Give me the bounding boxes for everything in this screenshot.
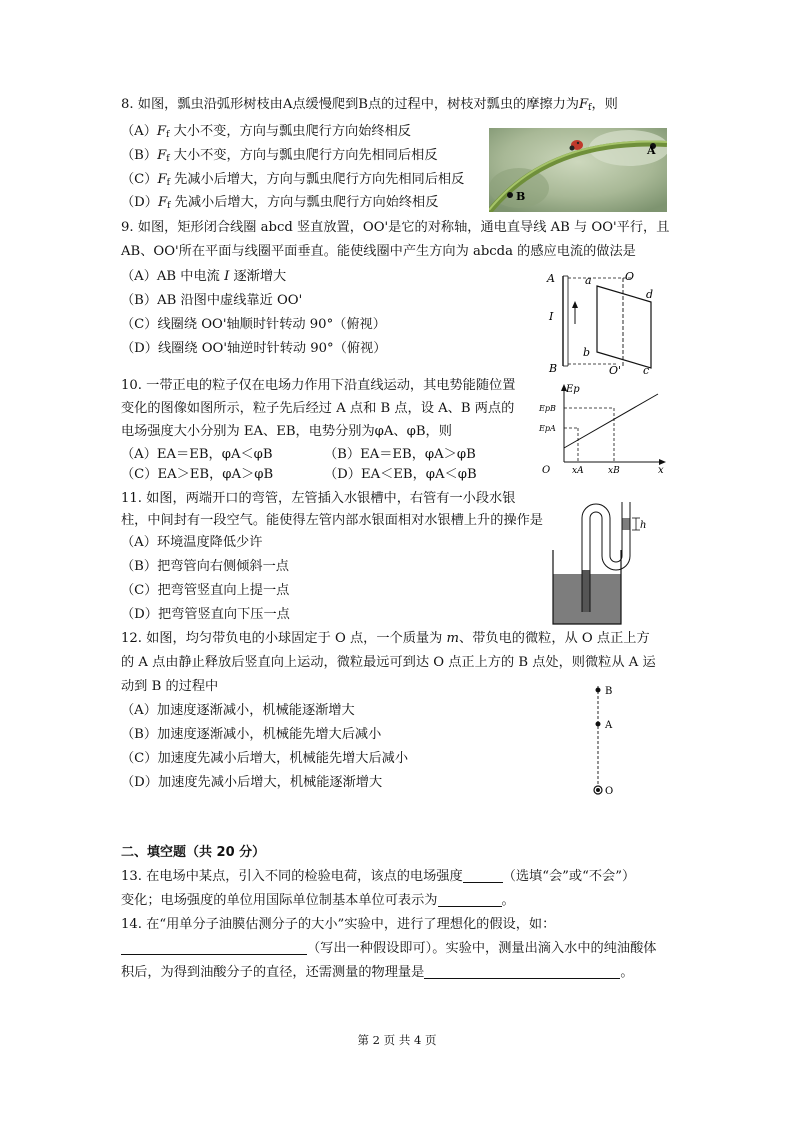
q12-option-d: （D）加速度先减小后增大，机械能逐渐增大 [121, 775, 383, 790]
svg-text:O': O' [609, 364, 622, 377]
q11-line1: 11. 如图，两端开口的弯管，左管插入水银槽中，右管有一小段水银 [121, 491, 516, 506]
svg-text:O: O [605, 786, 614, 797]
q11-option-b: （B）把弯管向右侧倾斜一点 [121, 559, 289, 574]
ladybug-branch-figure [489, 128, 667, 212]
q13-line1: 13. 在电场中某点，引入不同的检验电荷，该点的电场强度 （选填“会”或“不会”） [121, 869, 636, 884]
q10-line1: 10. 一带正电的粒子仅在电场力作用下沿直线运动，其电势能随位置 [121, 378, 516, 393]
svg-text:B: B [549, 362, 558, 375]
q8-option-a: $(A)F_f$ 大小不变，方向与瓢虫爬行方向始终相反 [121, 124, 411, 140]
svg-text:I: I [549, 310, 554, 323]
potential-energy-graph [536, 380, 671, 475]
q10-line2: 变化的图像如图所示，粒子先后经过 A 点和 B 点，设 A、B 两点的 [121, 401, 515, 416]
svg-text:B: B [605, 686, 613, 697]
svg-text:c: c [643, 364, 650, 377]
q14-line1: 14. 在“用单分子油膜估测分子的大小”实验中，进行了理想化的假设，如： [121, 917, 556, 932]
q14-blank-2[interactable] [424, 964, 620, 979]
q10-option-d: （D）EA＜EB，φA＜φB [324, 467, 477, 482]
q12-option-b: （B）加速度逐渐减小，机械能先增大后减小 [121, 727, 382, 742]
q13-line2: 变化；电场强度的单位用国际单位制基本单位可表示为 。 [121, 893, 515, 908]
svg-text:a: a [585, 274, 592, 287]
svg-text:EpB: EpB [539, 404, 556, 413]
svg-text:O: O [542, 465, 551, 475]
q11-option-a: （A）环境温度降低少许 [121, 535, 263, 550]
q10-option-b: （B）EA＝EB，φA＞φB [324, 447, 476, 462]
q8-option-d: $(D)F_f$ 先减小后增大，方向与瓢虫爬行方向始终相反 [121, 195, 439, 211]
svg-text:O: O [625, 270, 635, 283]
svg-text:h: h [640, 520, 647, 531]
q12-line2: 的 A 点由静止释放后竖直向上运动，微粒最远可到达 O 点正上方的 B 点处，则微粒从 A 运 [121, 655, 656, 670]
svg-text:A: A [647, 144, 656, 157]
charge-line-figure [588, 680, 628, 802]
svg-text:d: d [646, 288, 654, 301]
svg-text:B: B [516, 190, 526, 203]
force-symbol: F [579, 97, 589, 112]
q13-blank-2[interactable] [438, 892, 502, 907]
section-title: 二、填空题（共 20 分） [121, 845, 266, 860]
q12-line1: 12. 如图，均匀带负电的小球固定于 O 点，一个质量为 m、带负电的微粒，从 O 点正上方 [121, 631, 650, 646]
q8-option-b: $(B)F_f$ 大小不变，方向与瓢虫爬行方向先相同后相反 [121, 148, 438, 164]
q8-option-c: $(C)F_f$ 先减小后增大，方向与瓢虫爬行方向先相同后相反 [121, 172, 465, 188]
q9-line1: 9. 如图，矩形闭合线圈 abcd 竖直放置，OO'是它的对称轴，通电直导线 AB 与 OO'平行，且 [121, 220, 670, 235]
svg-text:EpA: EpA [539, 424, 556, 433]
q9-option-b: （B）AB 沿图中虚线靠近 OO' [121, 293, 303, 308]
svg-text:Ep: Ep [566, 384, 580, 395]
q12-option-a: （A）加速度逐渐减小，机械能逐渐增大 [121, 703, 355, 718]
q9-option-a: （A）AB 中电流 I 逐渐增大 [121, 269, 287, 284]
bent-tube-figure [550, 498, 660, 628]
q10-option-a: （A）EA＝EB，φA＜φB [121, 447, 273, 462]
q14-line3: 积后，为得到油酸分子的直径，还需测量的物理量是 。 [121, 965, 634, 980]
svg-text:x: x [658, 465, 664, 475]
q11-line2: 柱，中间封有一段空气。能使得左管内部水银面相对水银槽上升的操作是 [121, 513, 543, 528]
q14-blank-1[interactable] [121, 940, 307, 955]
q9-option-d: （D）线圈绕 OO'轴逆时针转动 90°（俯视） [121, 341, 387, 356]
page-number: 第 2 页 共 4 页 [357, 1033, 437, 1047]
q10-line3: 电场强度大小分别为 EA、EB，电势分别为φA、φB，则 [121, 424, 452, 439]
svg-text:A: A [605, 720, 613, 731]
q12-line3: 动到 B 的过程中 [121, 679, 219, 694]
q9-line2: AB、OO'所在平面与线圈平面垂直。能使线圈中产生方向为 abcda 的感应电流的做法是 [121, 244, 636, 259]
svg-text:xB: xB [608, 466, 620, 475]
q11-option-d: （D）把弯管竖直向下压一点 [121, 607, 290, 622]
svg-text:A: A [547, 272, 555, 285]
coil-wire-figure [545, 268, 665, 378]
svg-text:b: b [583, 346, 591, 359]
q14-line2: （写出一种假设即可）。实验中，测量出滴入水中的纯油酸体 [121, 940, 656, 958]
svg-text:xA: xA [572, 466, 584, 475]
q12-option-c: （C）加速度先减小后增大，机械能先增大后减小 [121, 751, 409, 766]
q10-option-c: （C）EA＞EB，φA＞φB [121, 467, 274, 482]
q8-stem: 8. 如图，瓢虫沿弧形树枝由A点缓慢爬到B点的过程中，树枝对瓢虫的摩擦力为$F_f$，则 [121, 97, 618, 113]
q13-blank-1[interactable] [463, 868, 503, 883]
q9-option-c: （C）线圈绕 OO'轴顺时针转动 90°（俯视） [121, 317, 386, 332]
q11-option-c: （C）把弯管竖直向上提一点 [121, 583, 290, 598]
